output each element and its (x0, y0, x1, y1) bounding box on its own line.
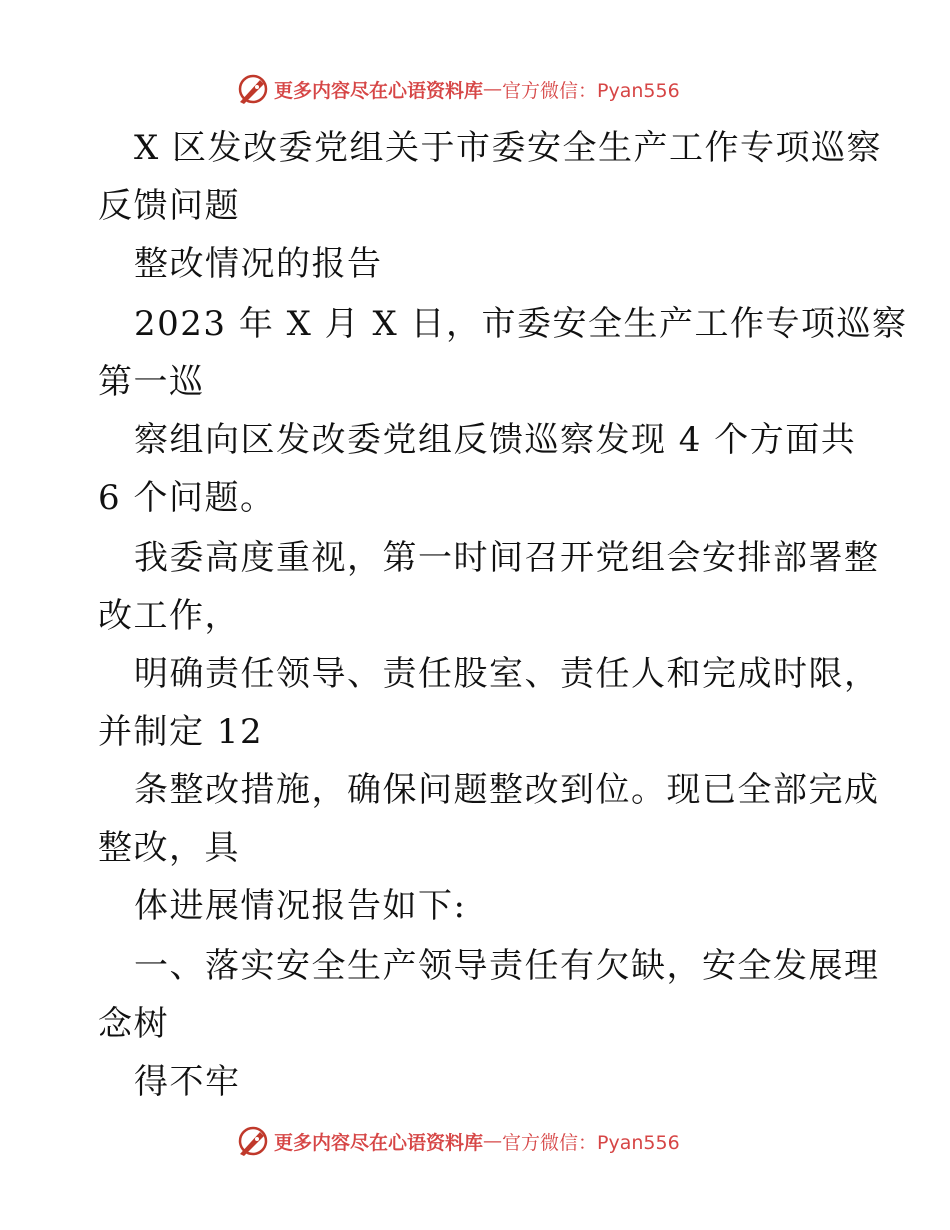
body-line: 2023 年 X 月 X 日，市委安全生产工作专项巡察 (134, 304, 908, 344)
body-line: 我委高度重视，第一时间召开党组会安排部署整 (134, 538, 880, 578)
section-heading-line: 一、落实安全生产领导责任有欠缺，安全发展理 (134, 946, 880, 986)
watermark-main-text: 更多内容尽在心语资料库 (274, 79, 484, 102)
body-line: 改工作， (98, 596, 240, 636)
watermark-contact-text: 官方微信：Pyan556 (502, 1131, 680, 1154)
body-line: 条整改措施，确保问题整改到位。现已全部完成 (134, 770, 880, 810)
body-line: 察组向区发改委党组反馈巡察发现 4 个方面共 (134, 420, 857, 460)
title-line-1: X 区发改委党组关于市委安全生产工作专项巡察 (134, 128, 883, 168)
section-heading-line: 念树 (98, 1004, 169, 1044)
body-line: 整改，具 (98, 828, 240, 868)
watermark-separator: — (483, 1130, 503, 1152)
footer-watermark (236, 1123, 680, 1159)
watermark-separator: — (483, 78, 503, 100)
pen-nib-logo-icon (236, 1124, 270, 1158)
title-line-3: 整改情况的报告 (134, 244, 383, 284)
title-line-2: 反馈问题 (98, 186, 240, 226)
watermark-contact-text: 官方微信：Pyan556 (502, 79, 680, 102)
body-line: 体进展情况报告如下: (134, 886, 467, 926)
body-line: 第一巡 (98, 362, 205, 402)
body-line: 6 个问题。 (98, 478, 276, 518)
body-line: 并制定 12 (98, 712, 264, 752)
body-line: 明确责任领导、责任股室、责任人和完成时限， (134, 654, 880, 694)
section-heading-line: 得不牢 (134, 1062, 241, 1102)
watermark-main-text: 更多内容尽在心语资料库 (274, 1131, 484, 1154)
